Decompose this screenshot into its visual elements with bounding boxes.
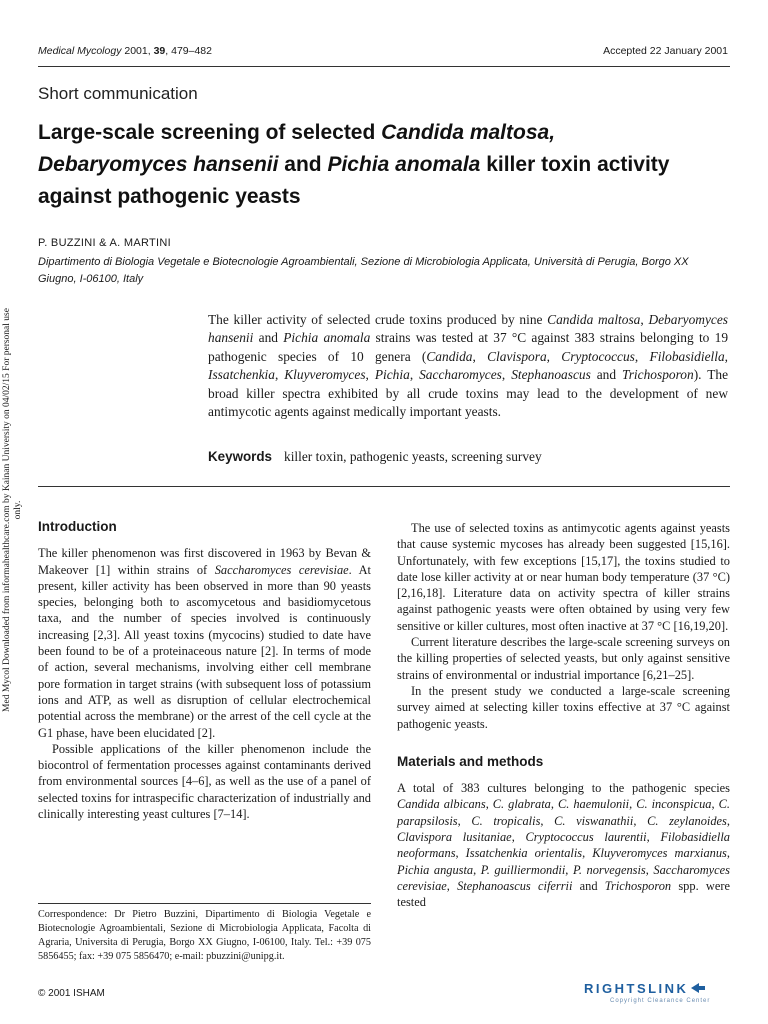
keywords: [208, 449, 542, 465]
rightslink-wordmark: RIGHTSLINK: [584, 981, 689, 996]
footnote-rule: [38, 903, 371, 904]
intro-paragraph-2: Possible applications of the killer phenomenon include the biocontrol of fermentation processes against contaminants derived from environmental sources [4–6], as well as the use of a panel of selected toxins for intraspecific characterization of industrially and clinically interesting yeast cultures [7–14].: [38, 741, 371, 822]
right-paragraph-3: In the present study we conducted a large-scale screening survey aimed at selecting killer toxins effective at 37 °C against pathogenic yeasts.: [397, 683, 730, 731]
copyright: © 2001 ISHAM: [38, 988, 105, 999]
right-column: [397, 520, 730, 911]
keywords-text: killer toxin, pathogenic yeasts, screening survey: [284, 449, 542, 464]
journal-name: Medical Mycology: [38, 45, 122, 57]
journal-volume: 39: [153, 45, 166, 57]
right-paragraph-2: Current literature describes the large-scale screening surveys on the killing properties of selected yeasts, but only against sensitive strains of environmental or industrial importance [6,21–25].: [397, 635, 730, 682]
rightslink-arrow-icon: [690, 982, 706, 994]
right-paragraph-1: The use of selected toxins as antimycotic agents against yeasts that cause systemic mycoses has already been suggested [15,16]. Unfortunately, with few exceptions [15,17], the toxins studied to date lose killer activity at or near human body temperature (37 °C) [2,16,18]. Literature data on activity spectra of killer strains against pathogenic yeasts were often obtained by using very few sensitive or killer cultures, most often inactive at 37 °C [16,19,20].: [397, 521, 730, 633]
keywords-label: Keywords: [208, 449, 272, 464]
left-column: [38, 519, 371, 822]
accepted-date: Accepted 22 January 2001: [603, 45, 728, 57]
affiliation: Dipartimento di Biologia Vegetale e Biotecnologie Agroambientali, Sezione di Microbiologia Applicata, Università di Perugia, Borgo XX Giugno, I-06100, Italy: [38, 256, 689, 285]
introduction-heading: Introduction: [38, 519, 117, 534]
methods-paragraph-1: A total of 383 cultures belonging to the pathogenic species Candida albicans, C. glabrata, C. haemulonii, C. inconspicua, C. parapsilosis, C. tropicalis, C. viswanathii, C. zeylanoides, Clavispora lusitaniae, Cryptococcus laurentii, Filobasidiella neoformans, Issatchenkia orientalis, Kluyveromyces marxianus, Pichia angusta, P. guilliermondii, P. norvegensis, Saccharomyces cerevisiae, Stephanoascus ciferrii and Trichosporon spp. were tested: [397, 781, 730, 910]
abstract: The killer activity of selected crude toxins produced by nine Candida maltosa, Debaryomyces hansenii and Pichia anomala strains was tested at 37 °C against 383 strains belonging to 19 pathogenic species of 10 genera (Candida, Clavispora, Cryptococcus, Filobasidiella, Issatchenkia, Kluyveromyces, Pichia, Saccharomyces, Stephanoascus and Trichosporon). The broad killer spectra exhibited by all crude toxins may lead to the development of new antimycotic agents against medically important yeasts.: [208, 312, 729, 420]
rightslink-logo[interactable]: [584, 980, 754, 1002]
journal-pages: , 479–482: [165, 45, 212, 57]
methods-heading: Materials and methods: [397, 753, 544, 769]
rightslink-subtitle: Copyright Clearance Center: [610, 998, 711, 1004]
header-rule: [38, 66, 730, 67]
correspondence: Correspondence: Dr Pietro Buzzini, Dipartimento di Biologia Vegetale e Biotecnologie Agroambientali, Sezione di Microbiologia Applicata, Facolta di Agraria, Universita di Perugia, Borgo XX Giugno, I-06100, Italy. Tel.: +39 075 5856455; fax: +39 075 5856470; e-mail: pbuzzini@unipg.it.: [38, 909, 371, 962]
abstract-rule: [38, 486, 730, 487]
journal-year: 2001,: [124, 45, 151, 57]
download-stamp: [2, 300, 30, 720]
intro-paragraph-1: The killer phenomenon was first discovered in 1963 by Bevan & Makeover [1] within strains of Saccharomyces cerevisiae. At present, killer activity has been observed in more than 90 yeasts species, belonging both to ascomycetous and basidiomycetous taxa, and the number of species involved is continuously increasing [2,3]. All yeast toxins (mycocins) studied to date have been found to be of a proteinaceous nature [2]. In terms of mode of action, several mechanisms, involving either cell membrane pore formation in target strains (with subsequent loss of potassium ions and ATP, as well as disruption of cellular electrochemical potential across the membrane) or the arrest of the cell cycle at the G1 phase, have been elucidated [2].: [38, 546, 372, 740]
article-type: Short communication: [38, 84, 198, 103]
journal-citation: [38, 45, 212, 57]
authors: P. BUZZINI & A. MARTINI: [38, 237, 172, 249]
download-stamp-text: Med Mycol Downloaded from informahealthcare.com by Kainan University on 04/02/15 For personal use only.: [2, 308, 23, 712]
article-title: Large-scale screening of selected Candida maltosa, Debaryomyces hansenii and Pichia anomala killer toxin activity against pathogenic yeasts: [38, 121, 670, 208]
